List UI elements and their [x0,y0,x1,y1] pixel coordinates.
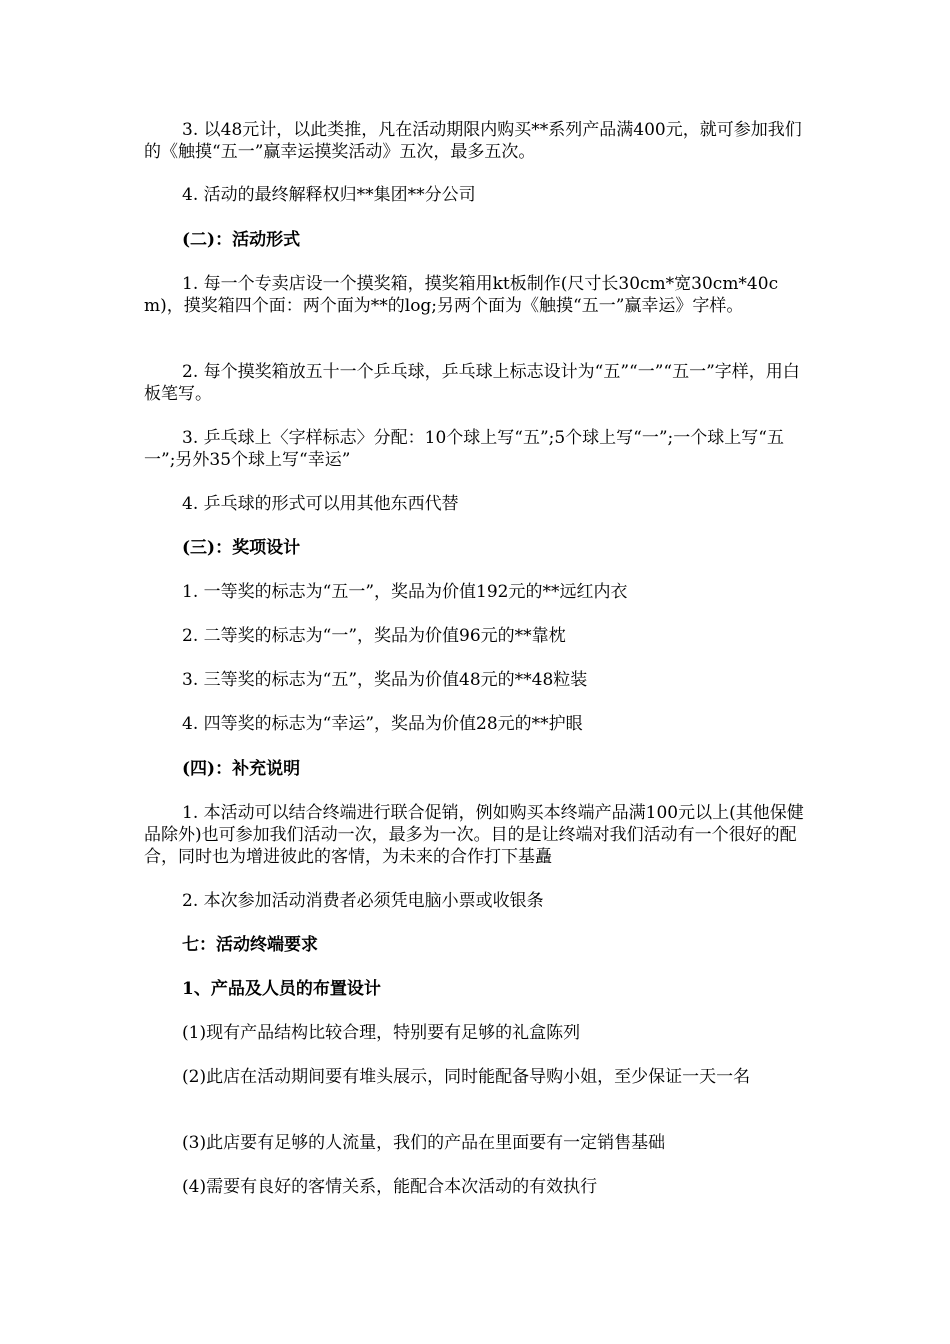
paragraph-form-3: 3. 乒乓球上〈字样标志〉分配：10个球上写“五”;5个球上写“一”;一个球上写“五一”;另外35个球上写“幸运” [144,428,784,470]
paragraph-rule-3: 3. 以48元计，以此类推，凡在活动期限内购买**系列产品满400元，就可参加我们的《触摸“五一”赢幸运摸奖活动》五次，最多五次。 [144,120,802,162]
heading-layout-design: 1、产品及人员的布置设计 [182,979,381,999]
paragraph-requirement-4: (4)需要有良好的客情关系，能配合本次活动的有效执行 [182,1177,598,1197]
paragraph-prize-1: 1. 一等奖的标志为“五一”，奖品为价值192元的**远红内衣 [182,582,628,602]
heading-prize-design: (三)：奖项设计 [182,538,301,558]
paragraph-form-4: 4. 乒乓球的形式可以用其他东西代替 [182,494,459,514]
paragraph-rule-4: 4. 活动的最终解释权归**集团**分公司 [182,185,476,205]
paragraph-prize-3: 3. 三等奖的标志为“五”，奖品为价值48元的**48粒装 [182,670,588,690]
paragraph-requirement-3: (3)此店要有足够的人流量，我们的产品在里面要有一定销售基础 [182,1133,666,1153]
paragraph-form-2: 2. 每个摸奖箱放五十一个乒乓球，乒乓球上标志设计为“五”“一”“五一”字样，用白板笔写。 [144,362,800,404]
paragraph-requirement-2: (2)此店在活动期间要有堆头展示，同时能配备导购小姐，至少保证一天一名 [182,1067,751,1087]
paragraph-requirement-1: (1)现有产品结构比较合理，特别要有足够的礼盒陈列 [182,1023,581,1043]
heading-terminal-requirements: 七：活动终端要求 [182,935,318,955]
paragraph-prize-2: 2. 二等奖的标志为“一”，奖品为价值96元的**靠枕 [182,626,566,646]
paragraph-supplement-1: 1. 本活动可以结合终端进行联合促销，例如购买本终端产品满100元以上(其他保健品除外)也可参加我们活动一次，最多为一次。目的是让终端对我们活动有一个很好的配合，同时也为增进彼此的客情，为未来的合作打下基矗 [144,803,804,867]
heading-supplement: (四)：补充说明 [182,759,301,779]
paragraph-supplement-2: 2. 本次参加活动消费者必须凭电脑小票或收银条 [182,891,544,911]
heading-activity-form: (二)：活动形式 [182,230,301,250]
paragraph-prize-4: 4. 四等奖的标志为“幸运”，奖品为价值28元的**护眼 [182,714,583,734]
paragraph-form-1: 1. 每一个专卖店设一个摸奖箱，摸奖箱用kt板制作(尺寸长30cm*宽30cm*40cm)，摸奖箱四个面：两个面为**的log;另两个面为《触摸“五一”赢幸运》字样。 [144,274,779,316]
